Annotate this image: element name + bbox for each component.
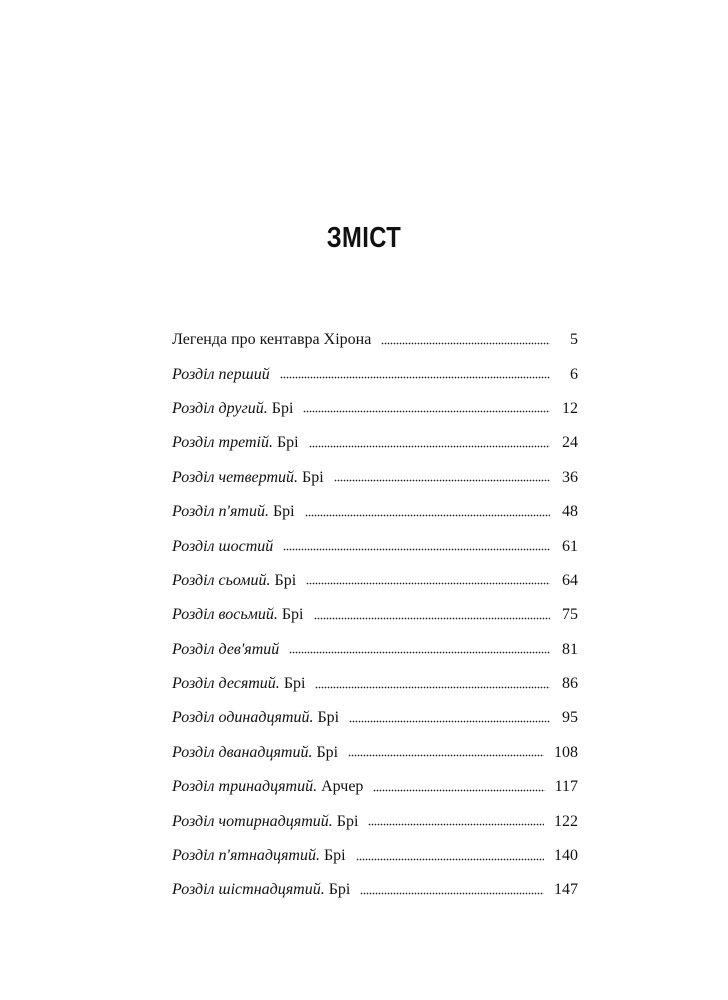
toc-entry-page: 64 xyxy=(562,571,578,589)
toc-entry-italic: Розділ другий. xyxy=(172,399,268,417)
toc-entry-plain: Брі xyxy=(267,399,294,417)
dot-leader xyxy=(373,787,544,793)
toc-entry xyxy=(172,598,578,632)
toc-entry-plain: Брі xyxy=(332,812,359,830)
toc-entry-italic: Розділ п'ятий. xyxy=(172,503,269,521)
toc-entry-page: 12 xyxy=(562,399,578,417)
toc-entry-label xyxy=(172,470,324,486)
toc-entry-page: 140 xyxy=(554,847,578,865)
toc-entry xyxy=(172,804,578,838)
toc-entry-italic: Розділ шостий xyxy=(172,537,274,555)
toc-entry xyxy=(172,736,578,770)
toc-entry-page: 122 xyxy=(554,812,578,830)
toc-entry-page: 75 xyxy=(562,606,578,624)
toc-entry-page: 61 xyxy=(562,537,578,555)
toc-entry-label xyxy=(172,332,371,348)
toc-entry xyxy=(172,770,578,804)
toc-entry-page: 5 xyxy=(570,331,578,349)
dot-leader xyxy=(381,340,550,346)
toc-entry-label xyxy=(172,745,338,761)
toc-entry-italic: Розділ п'ятнадцятий. xyxy=(172,847,320,865)
toc-entry-page: 81 xyxy=(562,640,578,658)
toc-entry-label xyxy=(172,573,296,589)
toc-entry-plain: Брі xyxy=(312,743,339,761)
dot-leader xyxy=(315,684,550,690)
toc-entry xyxy=(172,633,578,667)
toc-entry-italic: Розділ дев'ятий xyxy=(172,640,280,658)
toc-entry-italic: Розділ тринадцятий. xyxy=(172,778,318,796)
toc-entry-page: 95 xyxy=(562,709,578,727)
toc-entry-page: 36 xyxy=(562,468,578,486)
toc-entry-page: 48 xyxy=(562,503,578,521)
toc-entry-plain: Брі xyxy=(268,503,295,521)
dot-leader xyxy=(349,718,550,724)
toc-entry xyxy=(172,357,578,391)
toc-entry-italic: Розділ шістнадцятий. xyxy=(172,881,325,899)
dot-leader xyxy=(314,615,551,621)
toc-entry-label xyxy=(172,504,295,520)
toc-entry-plain: Брі xyxy=(277,606,304,624)
toc-entry-italic: Розділ одинадцятий. xyxy=(172,709,314,727)
toc-entry xyxy=(172,873,578,907)
toc-entry xyxy=(172,392,578,426)
toc-entry-label xyxy=(172,642,279,658)
toc-entry xyxy=(172,529,578,563)
toc-entry-label xyxy=(172,367,270,383)
toc-entry-page: 108 xyxy=(554,743,578,761)
table-of-contents xyxy=(172,323,578,908)
toc-entry-plain: Арчер xyxy=(317,778,364,796)
toc-entry-italic: Розділ четвертий. xyxy=(172,468,298,486)
toc-entry-italic: Розділ чотирнадцятий. xyxy=(172,812,333,830)
toc-entry xyxy=(172,323,578,357)
toc-entry-plain: Брі xyxy=(313,709,340,727)
dot-leader xyxy=(368,822,544,828)
toc-entry-label xyxy=(172,710,339,726)
toc-entry-plain: Брі xyxy=(298,468,324,486)
toc-entry-label xyxy=(172,401,293,417)
dot-leader xyxy=(348,753,544,759)
toc-entry-label xyxy=(172,814,358,830)
toc-entry xyxy=(172,839,578,873)
toc-entry-italic: Розділ третій. xyxy=(172,434,273,452)
toc-entry-label xyxy=(172,779,363,795)
toc-entry-plain: Легенда про кентавра Хірона xyxy=(172,331,372,349)
dot-leader xyxy=(334,478,550,484)
dot-leader xyxy=(303,409,550,415)
dot-leader xyxy=(283,547,550,553)
toc-entry-label xyxy=(172,539,273,555)
page-title: ЗМІСТ xyxy=(326,222,402,254)
dot-leader xyxy=(309,443,550,449)
toc-entry-label xyxy=(172,435,299,451)
toc-entry xyxy=(172,495,578,529)
dot-leader xyxy=(289,650,550,656)
dot-leader xyxy=(360,890,544,896)
toc-entry-label xyxy=(172,676,305,692)
toc-entry-plain: Брі xyxy=(324,881,351,899)
toc-entry xyxy=(172,667,578,701)
toc-entry xyxy=(172,426,578,460)
toc-entry-italic: Розділ восьмий. xyxy=(172,606,278,624)
toc-entry-plain: Брі xyxy=(270,571,297,589)
toc-entry-page: 117 xyxy=(554,778,578,796)
toc-entry xyxy=(172,564,578,598)
toc-entry-label xyxy=(172,882,350,898)
toc-entry-plain: Брі xyxy=(272,434,299,452)
toc-entry-page: 24 xyxy=(562,434,578,452)
toc-entry-label xyxy=(172,848,346,864)
dot-leader xyxy=(306,581,550,587)
toc-entry-plain: Брі xyxy=(279,675,306,693)
toc-entry-page: 6 xyxy=(570,365,578,383)
toc-entry xyxy=(172,701,578,735)
toc-entry-italic: Розділ сьомий. xyxy=(172,571,271,589)
toc-entry-italic: Розділ перший xyxy=(172,365,270,383)
toc-entry-page: 86 xyxy=(562,675,578,693)
toc-entry-page: 147 xyxy=(554,881,578,899)
toc-entry-plain: Брі xyxy=(319,847,346,865)
toc-entry-italic: Розділ дванадцятий. xyxy=(172,743,313,761)
toc-entry-italic: Розділ десятий. xyxy=(172,675,280,693)
dot-leader xyxy=(305,512,550,518)
toc-entry xyxy=(172,461,578,495)
dot-leader xyxy=(356,856,544,862)
toc-entry-label xyxy=(172,607,304,623)
dot-leader xyxy=(280,375,550,381)
